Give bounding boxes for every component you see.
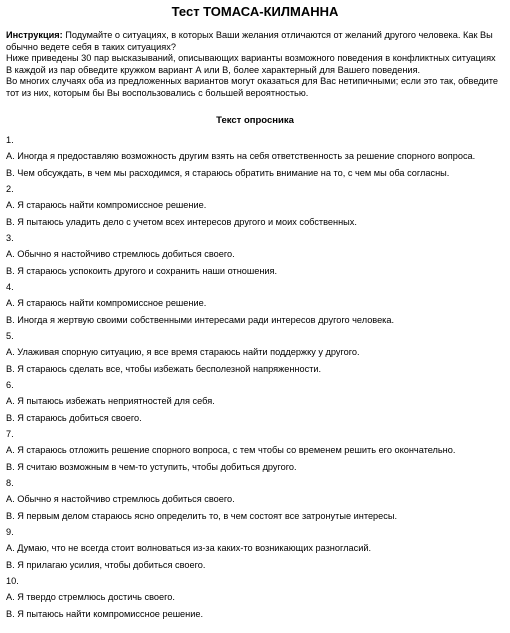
option-b: В. Чем обсуждать, в чем мы расходимся, я стараюсь обратить внимание на то, с чем мы оба согласны. — [6, 168, 450, 179]
question-item — [6, 427, 504, 476]
question-number: 8. — [6, 478, 14, 489]
option-b: В. Я пытаюсь найти компромиссное решение. — [6, 609, 204, 620]
question-number: 9. — [6, 527, 14, 538]
option-b: В. Я считаю возможным в чем-то уступить, чтобы добиться другого. — [6, 462, 297, 473]
instructions-intro-text: Подумайте о ситуациях, в которых Ваши желания отличаются от желаний другого человека. Как Вы обычно ведете себя в таких ситуациях? — [6, 30, 493, 52]
instructions-block — [6, 30, 504, 99]
instructions-label: Инструкция: — [6, 30, 63, 41]
question-number: 3. — [6, 233, 14, 244]
instructions-line-3: Во многих случаях оба из предложенных вариантов могут оказаться для Вас нетипичными; если это так, обведите тот из них, которым бы Вы воспользовались с большей вероятностью. — [6, 76, 498, 98]
option-a: А. Обычно я настойчиво стремлюсь добиться своего. — [6, 249, 235, 260]
option-a: А. Улаживая спорную ситуацию, я все время стараюсь найти поддержку у другого. — [6, 347, 360, 358]
option-a: А. Я стараюсь отложить решение спорного вопроса, с тем чтобы со временем решить его окончательно. — [6, 445, 456, 456]
section-title: Текст опросника — [216, 115, 294, 127]
option-b: В. Я пытаюсь уладить дело с учетом всех интересов другого и моих собственных. — [6, 217, 357, 228]
question-number: 6. — [6, 380, 14, 391]
question-item — [6, 182, 504, 231]
option-a: А. Иногда я предоставляю возможность другим взять на себя ответственность за решение спорного вопроса. — [6, 151, 476, 162]
option-b: В. Я стараюсь добиться своего. — [6, 413, 142, 424]
question-item — [6, 231, 504, 280]
question-item — [6, 574, 504, 623]
question-number: 10. — [6, 576, 19, 587]
option-a: А. Я стараюсь найти компромиссное решение. — [6, 298, 207, 309]
option-a: А. Я твердо стремлюсь достичь своего. — [6, 592, 175, 603]
question-number: 5. — [6, 331, 14, 342]
option-a: А. Я пытаюсь избежать неприятностей для себя. — [6, 396, 215, 407]
option-b: В. Я стараюсь сделать все, чтобы избежать бесполезной напряженности. — [6, 364, 322, 375]
question-number: 7. — [6, 429, 14, 440]
option-b: В. Я стараюсь успокоить другого и сохранить наши отношения. — [6, 266, 278, 277]
question-number: 1. — [6, 135, 14, 146]
option-b: В. Я первым делом стараюсь ясно определить то, в чем состоят все затронутые интересы. — [6, 511, 398, 522]
question-number: 4. — [6, 282, 14, 293]
option-a: А. Думаю, что не всегда стоит волноваться из-за каких-то возникающих разногласий. — [6, 543, 372, 554]
option-a: А. Обычно я настойчиво стремлюсь добиться своего. — [6, 494, 235, 505]
question-item — [6, 280, 504, 329]
question-item — [6, 525, 504, 574]
question-item — [6, 378, 504, 427]
question-item — [6, 329, 504, 378]
question-item — [6, 133, 504, 182]
question-number: 2. — [6, 184, 14, 195]
instructions-intro — [6, 30, 504, 53]
questionnaire-list — [6, 133, 504, 623]
document-title: Тест ТОМАСА-КИЛМАННА — [171, 4, 339, 19]
option-a: А. Я стараюсь найти компромиссное решение. — [6, 200, 207, 211]
instructions-line-2: Ниже приведены 30 пар высказываний, описывающих варианты возможного поведения в конфликтных ситуациях В каждой из пар обведите кружком вариант А или В, более характерный для Вашего поведения. — [6, 53, 496, 75]
question-item — [6, 476, 504, 525]
option-b: В. Иногда я жертвую своими собственными интересами ради интересов другого человека. — [6, 315, 395, 326]
option-b: В. Я прилагаю усилия, чтобы добиться своего. — [6, 560, 206, 571]
